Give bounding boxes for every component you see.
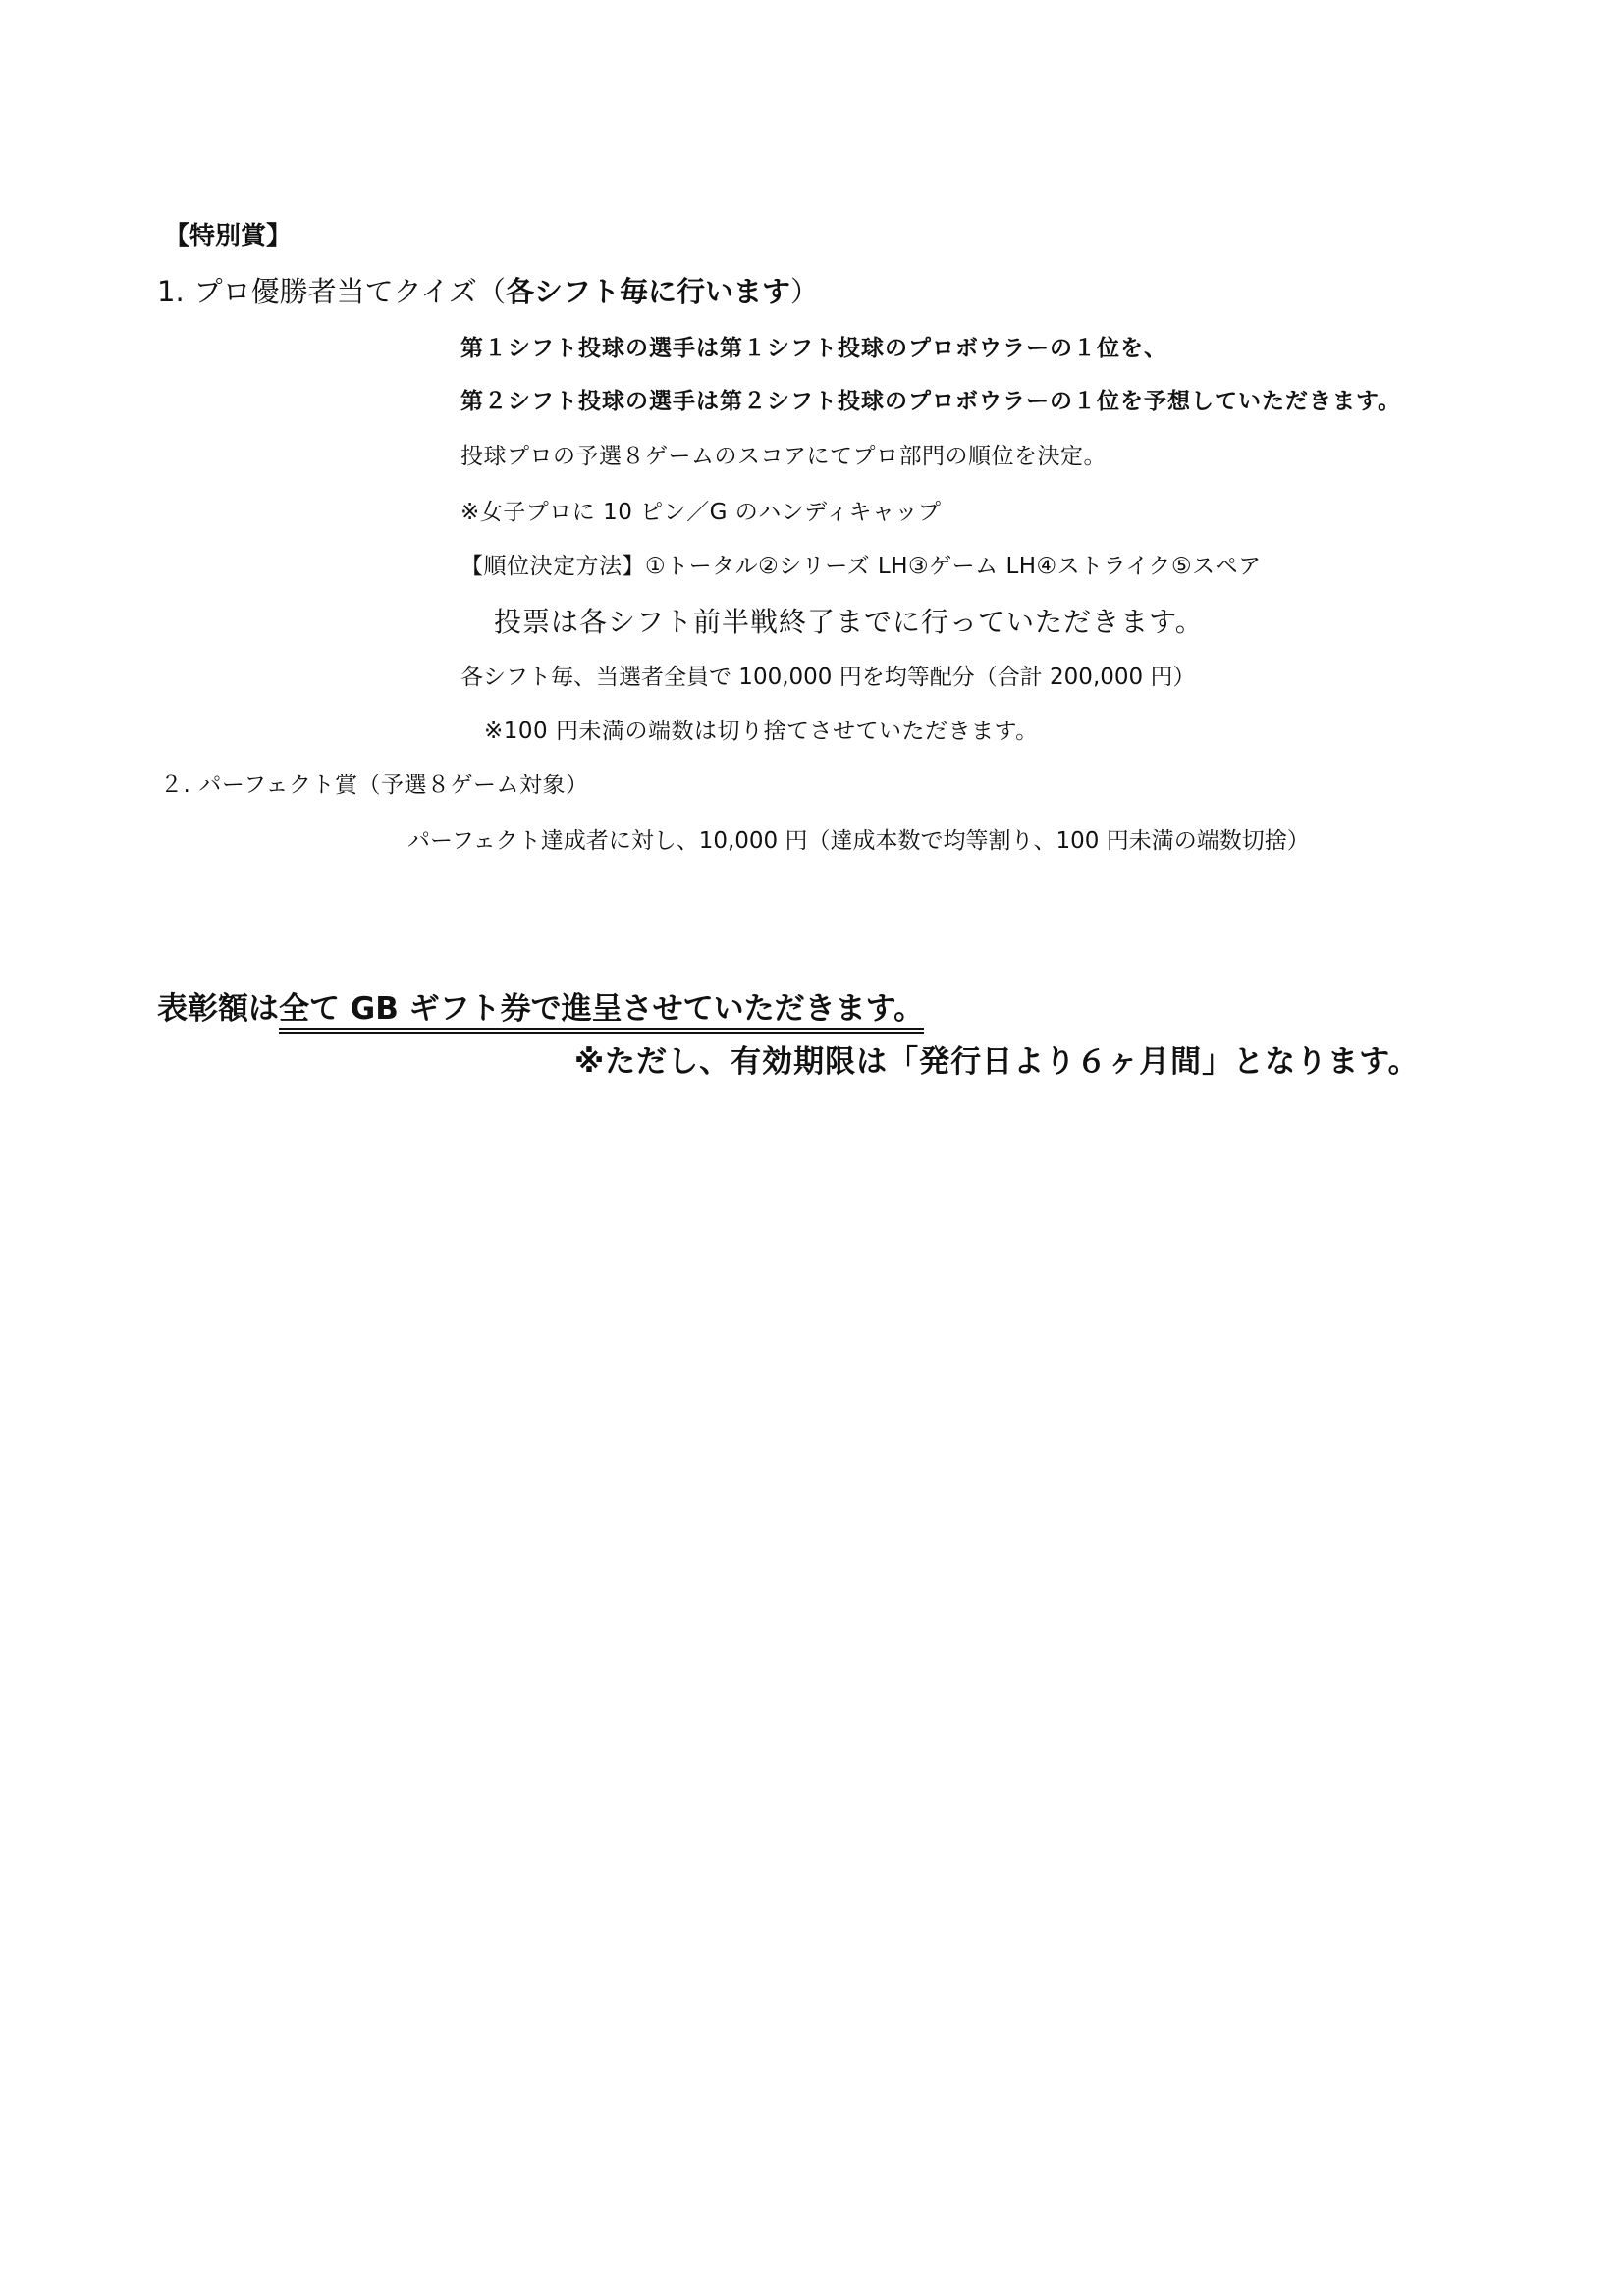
quiz-title-bold: 各シフト毎に行います (505, 275, 790, 308)
footer-award-note (157, 991, 925, 1034)
quiz-line-shift1: 第１シフト投球の選手は第１シフト投球のプロボウラーの１位を、 (460, 336, 1167, 361)
quiz-line-prize: 各シフト毎、当選者全員で 100,000 円を均等配分（合計 200,000 円） (460, 665, 1196, 690)
perfect-title-text: パーフェクト賞（予選８ゲーム対象） (198, 773, 589, 798)
section-heading: 【特別賞】 (164, 222, 293, 251)
quiz-line-voting: 投票は各シフト前半戦終了までに行っていただきます。 (494, 606, 1204, 638)
perfect-detail: パーフェクト達成者に対し、10,000 円（達成本数で均等割り、100 円未満の端数切捨） (407, 828, 1310, 854)
perfect-number: ２. (160, 773, 191, 798)
quiz-number: 1. (157, 275, 185, 308)
quiz-line-rounding: ※100 円未満の端数は切り捨てさせていただきます。 (484, 719, 1039, 744)
quiz-line-shift2: 第２シフト投球の選手は第２シフト投球のプロボウラーの１位を予想していただきます。 (460, 389, 1402, 414)
footer-underlined: 全て GB ギフト券で進呈させていただきます。 (279, 994, 924, 1034)
quiz-title-text: プロ優勝者当てクイズ（ (193, 275, 506, 308)
footer-expiry-note: ※ただし、有効期限は「発行日より６ヶ月間」となります。 (574, 1044, 1420, 1080)
quiz-line-tiebreak: 【順位決定方法】①トータル②シリーズ LH③ゲーム LH④ストライク⑤スペア (460, 554, 1262, 579)
quiz-line-handicap: ※女子プロに 10 ピン／G のハンディキャップ (460, 500, 942, 525)
quiz-title (157, 275, 819, 308)
perfect-title (160, 774, 589, 797)
footer-prefix: 表彰額は (157, 991, 279, 1027)
quiz-title-close: ） (789, 275, 819, 308)
quiz-line-ranking: 投球プロの予選８ゲームのスコアにてプロ部門の順位を決定。 (460, 444, 1107, 469)
